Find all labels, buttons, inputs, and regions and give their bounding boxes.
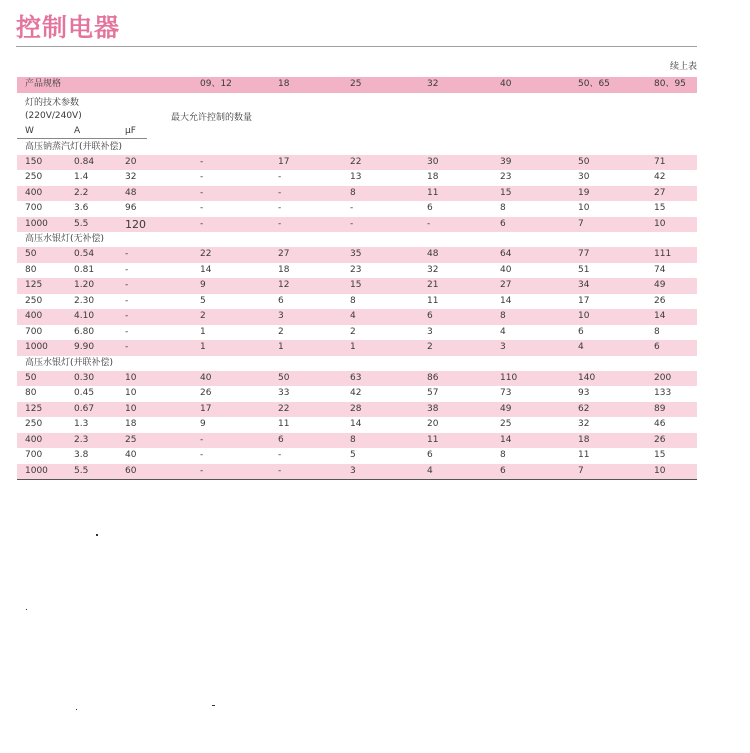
amp-cell: 3.8: [74, 450, 89, 460]
table-row: [17, 155, 697, 171]
count-cell: 8: [350, 187, 356, 198]
count-cell: 25: [500, 419, 512, 429]
count-cell: 110: [500, 372, 518, 383]
count-cell: -: [278, 203, 282, 213]
capacitance-cell: -: [125, 264, 129, 275]
count-cell: 5: [350, 450, 356, 460]
page-title: 控制电器: [16, 13, 121, 42]
count-cell: 18: [427, 172, 439, 182]
capacitance-cell: 96: [125, 203, 137, 213]
size-header: 80、95: [654, 79, 686, 89]
count-cell: 28: [350, 403, 362, 414]
amp-cell: 0.67: [74, 403, 95, 414]
table-row: [17, 186, 697, 202]
table-header-row: [17, 77, 697, 93]
count-cell: 6: [427, 311, 433, 321]
table-row: [17, 448, 697, 464]
count-cell: -: [278, 450, 282, 460]
scan-dot: [76, 709, 77, 710]
params-voltage: (220V/240V): [25, 110, 82, 121]
capacitance-cell: -: [125, 326, 129, 337]
count-cell: 10: [578, 311, 590, 321]
count-cell: 6: [654, 342, 660, 352]
count-cell: 89: [654, 403, 666, 414]
count-cell: 2: [200, 311, 206, 321]
count-cell: 26: [654, 295, 666, 306]
count-cell: 14: [350, 419, 362, 429]
count-cell: 15: [350, 280, 362, 290]
count-cell: 4: [350, 311, 356, 321]
count-cell: 20: [427, 419, 439, 429]
watt-cell: 1000: [25, 218, 48, 229]
table-row: [17, 247, 697, 263]
count-cell: -: [200, 172, 204, 182]
count-cell: -: [427, 218, 431, 229]
scan-dot: [26, 609, 27, 610]
count-cell: 48: [427, 249, 439, 259]
table-bottom-rule: [17, 479, 697, 480]
count-cell: -: [350, 218, 354, 229]
count-cell: 10: [578, 203, 590, 213]
count-cell: 9: [200, 419, 206, 429]
count-cell: 40: [200, 372, 212, 383]
count-cell: 13: [350, 172, 362, 182]
count-cell: -: [200, 465, 204, 476]
unit-watt: W: [25, 125, 34, 136]
count-cell: 4: [427, 465, 433, 476]
amp-cell: 0.54: [74, 249, 95, 259]
size-header: 09、12: [200, 79, 232, 89]
table-row: [17, 371, 697, 387]
count-cell: 8: [350, 295, 356, 306]
table-row: [17, 201, 697, 217]
count-cell: 71: [654, 156, 666, 167]
title-divider: [16, 46, 697, 47]
count-cell: 6: [278, 295, 284, 306]
amp-cell: 2.2: [74, 187, 89, 198]
capacitance-cell: 120: [125, 217, 146, 231]
section-header-row: [17, 140, 697, 155]
table-row: [17, 433, 697, 449]
count-cell: 15: [654, 450, 666, 460]
amp-cell: 2.3: [74, 434, 89, 445]
count-cell: 42: [350, 388, 362, 398]
amp-cell: 2.30: [74, 295, 95, 306]
count-cell: 33: [278, 388, 290, 398]
count-cell: -: [200, 203, 204, 213]
count-cell: 22: [350, 156, 362, 167]
params-title: 灯的技术参数: [25, 97, 80, 108]
count-cell: 6: [278, 434, 284, 445]
count-cell: 2: [278, 326, 284, 337]
table-row: [17, 325, 697, 341]
count-cell: 2: [350, 326, 356, 337]
count-cell: 18: [578, 434, 590, 445]
count-cell: 27: [654, 187, 666, 198]
table-row: [17, 386, 697, 402]
table-row: [17, 278, 697, 294]
count-cell: 22: [200, 249, 212, 259]
count-cell: 14: [500, 434, 512, 445]
count-cell: 8: [500, 311, 506, 321]
count-cell: 74: [654, 264, 666, 275]
count-cell: 7: [578, 465, 584, 476]
watt-cell: 125: [25, 280, 43, 290]
count-cell: 14: [500, 295, 512, 306]
count-cell: 49: [500, 403, 512, 414]
count-cell: 3: [500, 342, 506, 352]
count-cell: 35: [350, 249, 362, 259]
count-cell: 34: [578, 280, 590, 290]
count-cell: -: [200, 156, 204, 167]
count-cell: 11: [427, 434, 439, 445]
watt-cell: 150: [25, 156, 43, 167]
watt-cell: 80: [25, 264, 37, 275]
watt-cell: 250: [25, 295, 43, 306]
count-cell: 7: [578, 218, 584, 229]
count-cell: 17: [578, 295, 590, 306]
count-cell: 50: [578, 156, 590, 167]
scan-dot: [96, 534, 98, 536]
amp-cell: 0.30: [74, 372, 95, 383]
capacitance-cell: -: [125, 249, 129, 259]
count-cell: 1: [200, 326, 206, 337]
size-header: 32: [427, 79, 439, 89]
amp-cell: 0.45: [74, 388, 95, 398]
count-cell: 32: [578, 419, 590, 429]
count-cell: 8: [500, 203, 506, 213]
capacitance-cell: 25: [125, 434, 137, 445]
count-cell: 1: [278, 342, 284, 352]
count-cell: 57: [427, 388, 439, 398]
count-cell: 73: [500, 388, 512, 398]
table-row: [17, 464, 697, 480]
count-cell: 12: [278, 280, 290, 290]
amp-cell: 5.5: [74, 218, 89, 229]
capacitance-cell: -: [125, 311, 129, 321]
table-row: [17, 340, 697, 356]
count-cell: 3: [278, 311, 284, 321]
count-cell: 4: [500, 326, 506, 337]
watt-cell: 700: [25, 326, 43, 337]
watt-cell: 1000: [25, 342, 48, 352]
count-cell: 5: [200, 295, 206, 306]
count-cell: 3: [350, 465, 356, 476]
continued-label: 续上表: [669, 62, 697, 72]
watt-cell: 700: [25, 450, 43, 460]
unit-amp: A: [74, 125, 81, 136]
table-row: [17, 402, 697, 418]
watt-cell: 50: [25, 249, 37, 259]
amp-cell: 4.10: [74, 311, 95, 321]
count-cell: 6: [427, 450, 433, 460]
watt-cell: 250: [25, 172, 43, 182]
watt-cell: 1000: [25, 465, 48, 476]
section-header-row: [17, 356, 697, 371]
capacitance-cell: 60: [125, 465, 137, 476]
count-cell: 15: [500, 187, 512, 198]
amp-cell: 1.20: [74, 280, 95, 290]
count-cell: -: [200, 218, 204, 229]
watt-cell: 400: [25, 434, 43, 445]
count-cell: 6: [500, 218, 506, 229]
count-cell: 11: [578, 450, 590, 460]
count-cell: 27: [500, 280, 512, 290]
section-title: 高压水银灯(并联补偿): [25, 357, 114, 368]
product-spec-label: 产品规格: [25, 79, 62, 89]
count-cell: 111: [654, 249, 672, 259]
count-cell: 26: [654, 434, 666, 445]
count-cell: 22: [278, 403, 290, 414]
count-cell: 38: [427, 403, 439, 414]
watt-cell: 80: [25, 388, 37, 398]
table-row: [17, 170, 697, 186]
count-cell: 11: [278, 419, 290, 429]
capacitance-cell: -: [125, 280, 129, 290]
capacitance-cell: -: [125, 295, 129, 306]
capacitance-cell: 48: [125, 187, 137, 198]
count-cell: 10: [654, 465, 666, 476]
count-cell: 21: [427, 280, 439, 290]
count-cell: 30: [578, 172, 590, 182]
count-cell: 50: [278, 372, 290, 383]
count-cell: 40: [500, 264, 512, 275]
capacitance-cell: -: [125, 342, 129, 352]
lamp-control-table: [17, 77, 697, 480]
table-row: [17, 294, 697, 310]
count-cell: 86: [427, 372, 439, 383]
watt-cell: 125: [25, 403, 43, 414]
count-cell: 18: [278, 264, 290, 275]
table-body: [17, 140, 697, 480]
count-cell: 8: [350, 434, 356, 445]
capacitance-cell: 10: [125, 372, 137, 383]
table-row: [17, 417, 697, 433]
amp-cell: 1.3: [74, 419, 89, 429]
amp-cell: 0.84: [74, 156, 95, 167]
count-cell: 14: [200, 264, 212, 275]
count-cell: 63: [350, 372, 362, 383]
count-cell: 6: [578, 326, 584, 337]
count-cell: 4: [578, 342, 584, 352]
count-cell: -: [278, 218, 282, 229]
count-cell: 9: [200, 280, 206, 290]
watt-cell: 700: [25, 203, 43, 213]
count-cell: -: [200, 450, 204, 460]
count-cell: 62: [578, 403, 590, 414]
section-header-row: [17, 232, 697, 247]
count-cell: 23: [500, 172, 512, 182]
table-row: [17, 263, 697, 279]
amp-cell: 5.5: [74, 465, 89, 476]
count-cell: -: [278, 172, 282, 182]
count-cell: -: [200, 434, 204, 445]
table-row: [17, 217, 697, 233]
count-cell: 6: [500, 465, 506, 476]
watt-cell: 50: [25, 372, 37, 383]
count-cell: 10: [654, 218, 666, 229]
unit-microfarad: μF: [125, 125, 136, 136]
size-header: 50、65: [578, 79, 610, 89]
count-cell: 23: [350, 264, 362, 275]
capacitance-cell: 10: [125, 388, 137, 398]
capacitance-cell: 20: [125, 156, 137, 167]
count-cell: 49: [654, 280, 666, 290]
watt-cell: 400: [25, 311, 43, 321]
count-cell: 2: [427, 342, 433, 352]
count-cell: 3: [427, 326, 433, 337]
count-cell: -: [278, 187, 282, 198]
count-cell: 15: [654, 203, 666, 213]
size-header: 25: [350, 79, 362, 89]
watt-cell: 400: [25, 187, 43, 198]
count-cell: 93: [578, 388, 590, 398]
count-cell: 51: [578, 264, 590, 275]
unit-divider: [17, 138, 147, 139]
count-cell: 200: [654, 372, 672, 383]
count-cell: 46: [654, 419, 666, 429]
count-cell: 17: [278, 156, 290, 167]
amp-cell: 1.4: [74, 172, 89, 182]
size-header: 18: [278, 79, 290, 89]
count-cell: 14: [654, 311, 666, 321]
count-cell: 133: [654, 388, 672, 398]
lamp-params-block: [17, 93, 697, 140]
count-cell: 8: [654, 326, 660, 337]
amp-cell: 0.81: [74, 264, 95, 275]
amp-cell: 9.90: [74, 342, 95, 352]
size-header: 40: [500, 79, 512, 89]
amp-cell: 6.80: [74, 326, 95, 337]
count-cell: 42: [654, 172, 666, 182]
count-cell: -: [200, 187, 204, 198]
scan-dot: [212, 705, 215, 706]
count-cell: 8: [500, 450, 506, 460]
count-cell: 64: [500, 249, 512, 259]
count-cell: 32: [427, 264, 439, 275]
count-cell: 27: [278, 249, 290, 259]
watt-cell: 250: [25, 419, 43, 429]
capacitance-cell: 32: [125, 172, 137, 182]
count-cell: 6: [427, 203, 433, 213]
count-cell: 77: [578, 249, 590, 259]
capacitance-cell: 40: [125, 450, 137, 460]
count-cell: 39: [500, 156, 512, 167]
count-cell: 19: [578, 187, 590, 198]
count-cell: 11: [427, 295, 439, 306]
count-cell: -: [278, 465, 282, 476]
max-count-note: 最大允许控制的数量: [171, 112, 253, 123]
section-title: 高压钠蒸汽灯(并联补偿): [25, 141, 123, 152]
table-row: [17, 309, 697, 325]
count-cell: 30: [427, 156, 439, 167]
section-title: 高压水银灯(无补偿): [25, 234, 105, 244]
count-cell: 26: [200, 388, 212, 398]
capacitance-cell: 10: [125, 403, 137, 414]
count-cell: -: [350, 203, 354, 213]
amp-cell: 3.6: [74, 203, 89, 213]
count-cell: 140: [578, 372, 596, 383]
count-cell: 1: [200, 342, 206, 352]
capacitance-cell: 18: [125, 419, 137, 429]
count-cell: 17: [200, 403, 212, 414]
count-cell: 1: [350, 342, 356, 352]
count-cell: 11: [427, 187, 439, 198]
